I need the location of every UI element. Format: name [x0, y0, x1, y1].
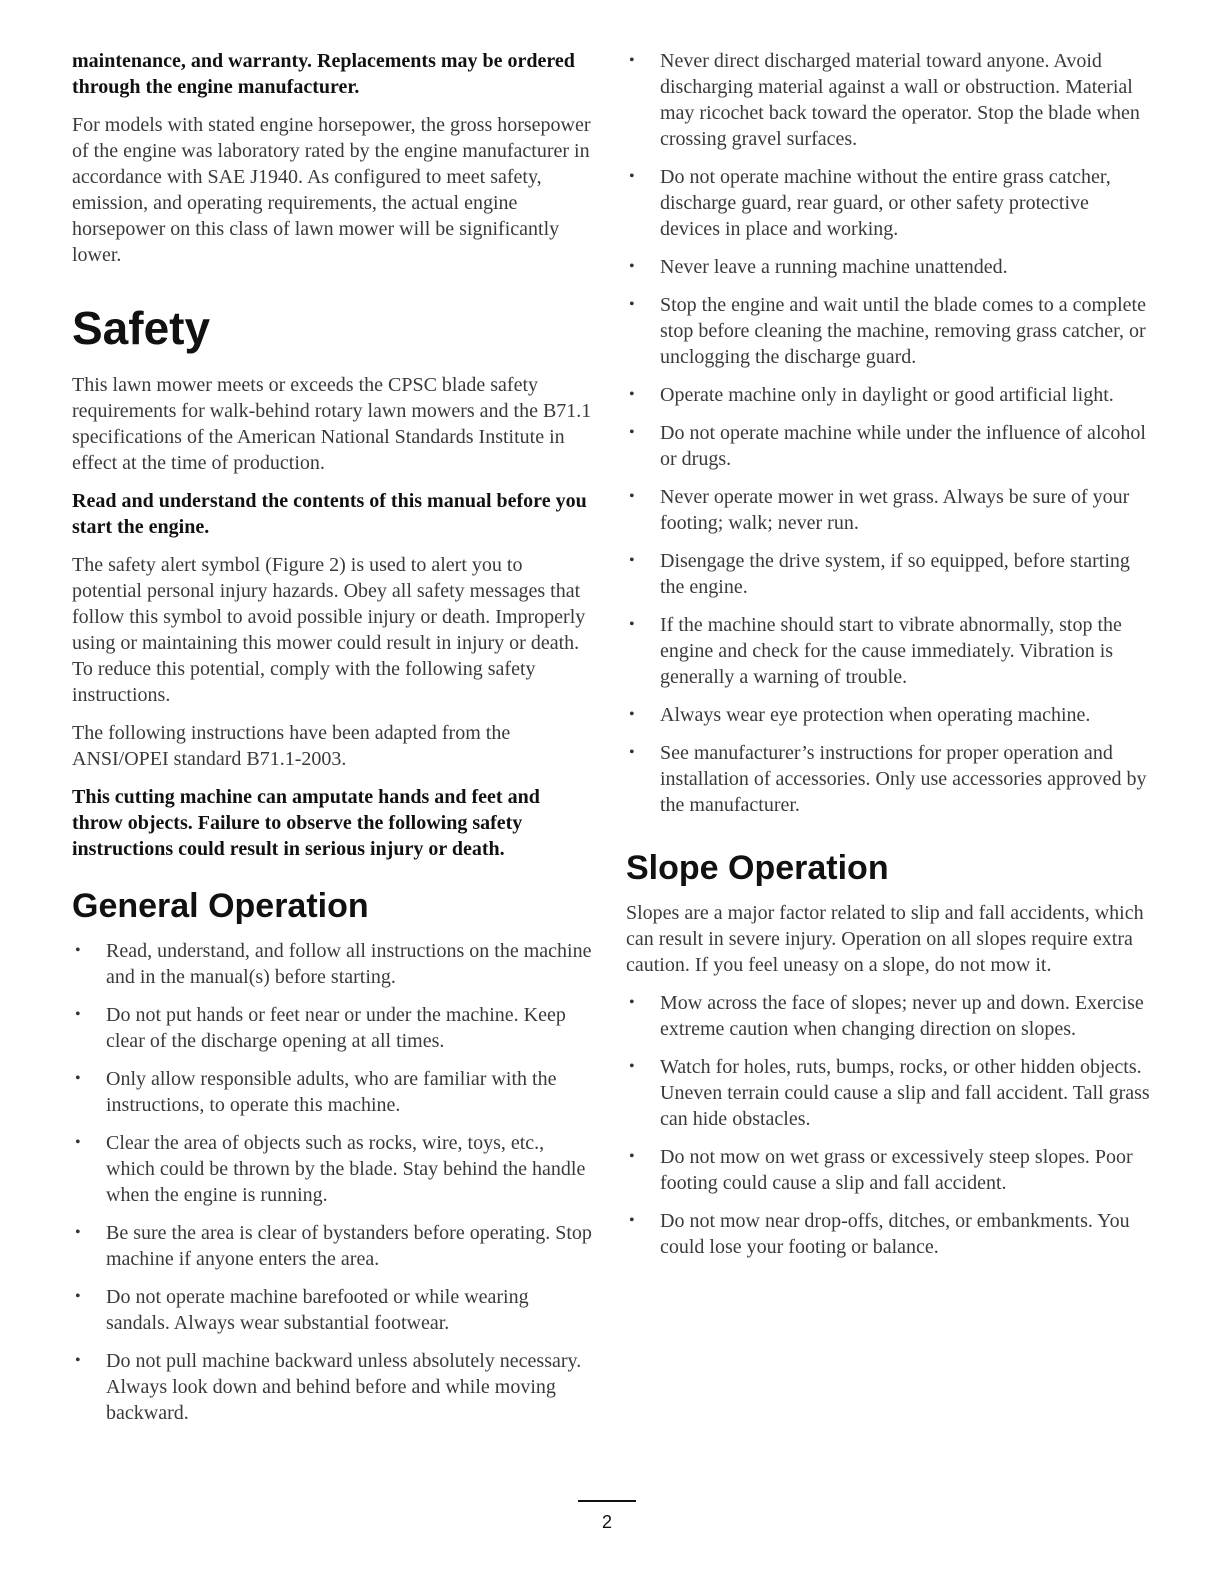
- general-operation-list: [72, 938, 592, 1426]
- bullet-icon: •: [629, 706, 635, 723]
- ansi-paragraph: The following instructions have been adapted from the ANSI/OPEI standard B71.1-2003.: [72, 722, 511, 770]
- safety-alert-paragraph: The safety alert symbol (Figure 2) is used to alert you to potential personal injury hazards. Obey all safety messages that follow this symbol to avoid possible injury or death. Improperly using or maintaining this mower could result in injury or death. To reduce this potential, comply with the following safety instructions.: [72, 554, 586, 706]
- bullet-icon: •: [629, 1212, 635, 1229]
- bullet-icon: •: [629, 52, 635, 69]
- bullet-icon: •: [75, 942, 81, 959]
- bullet-icon: •: [75, 1134, 81, 1151]
- bullet-icon: •: [629, 744, 635, 761]
- slope-operation-heading: Slope Operation: [626, 849, 889, 887]
- horsepower-paragraph: For models with stated engine horsepower, the gross horsepower of the engine was laboratory rated by the engine manufacturer in accordance with SAE J1940. As configured to meet safety, emission, and operating requirements, the actual engine horsepower on this class of lawn mower will be significantly lower.: [72, 114, 591, 266]
- list-item: • Do not operate machine without the entire grass catcher, discharge guard, rear guard, or other safety protective devices in place and working.: [629, 166, 1111, 240]
- list-item: • Watch for holes, ruts, bumps, rocks, or other hidden objects. Uneven terrain could cause a slip and fall accident. Tall grass can hide obstacles.: [629, 1056, 1150, 1130]
- bullet-icon: •: [629, 386, 635, 403]
- bullet-icon: •: [629, 1148, 635, 1165]
- list-item: • Read, understand, and follow all instructions on the machine and in the manual(s) before starting.: [75, 940, 592, 988]
- list-item: • Never direct discharged material toward anyone. Avoid discharging material against a wall or obstruction. Material may ricochet back toward the operator. Stop the blade when crossing gravel surfaces.: [629, 50, 1140, 150]
- bullet-icon: •: [629, 488, 635, 505]
- slope-operation-list: [626, 990, 1150, 1260]
- right-column: [626, 48, 1150, 1272]
- list-item: • Do not operate machine barefooted or while wearing sandals. Always wear substantial footwear.: [75, 1286, 529, 1334]
- list-item: • See manufacturer’s instructions for proper operation and installation of accessories. Only use accessories approved by the manufacturer.: [629, 742, 1147, 816]
- footer-divider: [578, 1500, 636, 1502]
- page-number: 2: [601, 1512, 612, 1532]
- bullet-icon: •: [629, 258, 635, 275]
- list-item: • Do not pull machine backward unless absolutely necessary. Always look down and behind before and while moving backward.: [75, 1350, 582, 1424]
- list-item: • Do not mow near drop-offs, ditches, or embankments. You could lose your footing or balance.: [629, 1210, 1130, 1258]
- bullet-icon: •: [629, 296, 635, 313]
- safety-heading: Safety: [72, 302, 211, 354]
- list-item: • Clear the area of objects such as rocks, wire, toys, etc., which could be thrown by the blade. Stay behind the handle when the engine is running.: [75, 1132, 586, 1206]
- list-item: • Mow across the face of slopes; never up and down. Exercise extreme caution when changing direction on slopes.: [629, 992, 1144, 1040]
- slope-paragraph: Slopes are a major factor related to slip and fall accidents, which can result in severe injury. Operation on all slopes require extra caution. If you feel uneasy on a slope, do not mow it.: [626, 902, 1144, 976]
- general-operation-heading: General Operation: [72, 887, 369, 925]
- list-item: • Do not mow on wet grass or excessively steep slopes. Poor footing could cause a slip and fall accident.: [629, 1146, 1133, 1194]
- bullet-icon: •: [629, 994, 635, 1011]
- read-manual-warning: Read and understand the contents of this manual before you start the engine.: [72, 490, 587, 538]
- intro-bold-text: maintenance, and warranty. Replacements may be ordered through the engine manufacturer.: [72, 50, 575, 98]
- list-item: • Disengage the drive system, if so equipped, before starting the engine.: [629, 550, 1130, 598]
- bullet-icon: •: [629, 1058, 635, 1075]
- general-operation-list-continued: [626, 48, 1150, 818]
- list-item: • Stop the engine and wait until the blade comes to a complete stop before cleaning the machine, removing grass catcher, or unclogging the discharge guard.: [629, 294, 1146, 368]
- list-item: • Always wear eye protection when operating machine.: [629, 704, 1091, 726]
- list-item: • Operate machine only in daylight or good artificial light.: [629, 384, 1114, 406]
- left-column: [72, 48, 592, 1438]
- bullet-icon: •: [629, 424, 635, 441]
- list-item: • Be sure the area is clear of bystanders before operating. Stop machine if anyone enters the area.: [75, 1222, 592, 1270]
- list-item: • If the machine should start to vibrate abnormally, stop the engine and check for the cause immediately. Vibration is generally a warning of trouble.: [629, 614, 1122, 688]
- list-item: • Only allow responsible adults, who are familiar with the instructions, to operate this machine.: [75, 1068, 557, 1116]
- bullet-icon: •: [75, 1224, 81, 1241]
- amputation-warning: This cutting machine can amputate hands and feet and throw objects. Failure to observe the following safety instructions could result in serious injury or death.: [72, 786, 540, 860]
- list-item: • Do not put hands or feet near or under the machine. Keep clear of the discharge opening at all times.: [75, 1004, 566, 1052]
- bullet-icon: •: [629, 168, 635, 185]
- bullet-icon: •: [629, 616, 635, 633]
- bullet-icon: •: [629, 552, 635, 569]
- bullet-icon: •: [75, 1070, 81, 1087]
- list-item: • Never operate mower in wet grass. Always be sure of your footing; walk; never run.: [629, 486, 1130, 534]
- bullet-icon: •: [75, 1006, 81, 1023]
- page-footer: [578, 1500, 636, 1533]
- cpsc-paragraph: This lawn mower meets or exceeds the CPSC blade safety requirements for walk-behind rotary lawn mowers and the B71.1 specifications of the American National Standards Institute in effect at the time of production.: [72, 374, 592, 474]
- bullet-icon: •: [75, 1288, 81, 1305]
- list-item: • Never leave a running machine unattended.: [629, 256, 1008, 278]
- bullet-icon: •: [75, 1352, 81, 1369]
- list-item: • Do not operate machine while under the influence of alcohol or drugs.: [629, 422, 1146, 470]
